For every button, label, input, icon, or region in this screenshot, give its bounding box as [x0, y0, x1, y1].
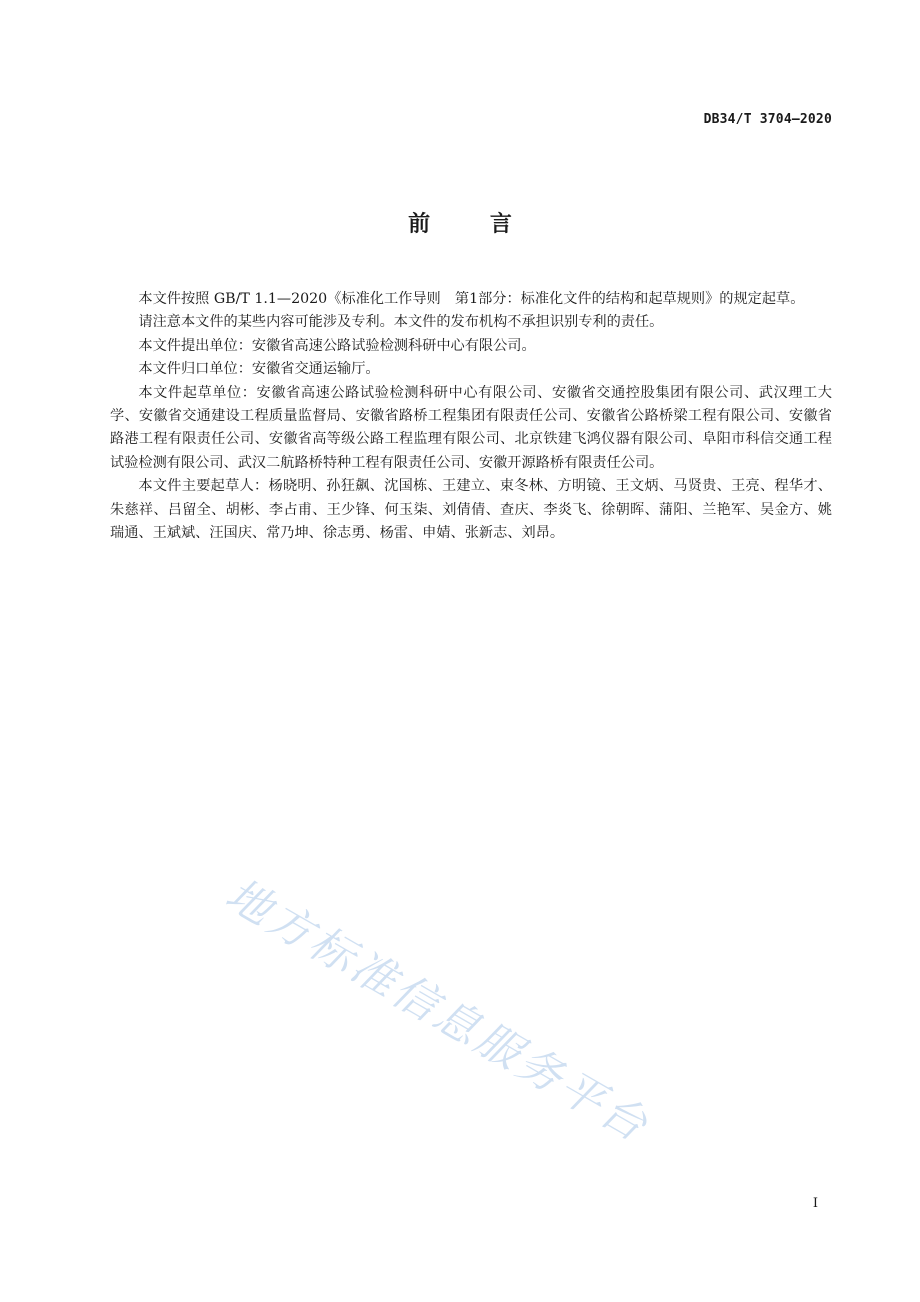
paragraph-responsible-unit: 本文件归口单位：安徽省交通运输厅。: [138, 361, 380, 378]
paragraph-drafting-rules: 本文件按照 GB/T 1.1—2020《标准化工作导则 第1部分：标准化文件的结构和起草规则》的规定起草。: [138, 291, 805, 307]
paragraph-proposing-unit: 本文件提出单位：安徽省高速公路试验检测科研中心有限公司。: [138, 337, 536, 354]
page-title: 前 言: [408, 212, 538, 237]
document-code-header: DB34/T 3704—2020: [703, 112, 832, 127]
paragraph-main-drafters: 本文件主要起草人：杨晓明、孙狂飙、沈国栋、王建立、束冬林、方明镜、王文炳、马贤贵、王亮、程华才、朱慈祥、吕留全、胡彬、李占甫、王少锋、何玉柒、刘倩倩、查庆、李炎飞、徐朝晖、蒲阳、兰艳军、吴金方、姚瑞通、王斌斌、汪国庆、常乃坤、徐志勇、杨雷、申婧、张新志、刘昂。: [110, 478, 832, 542]
watermark-text: 地方标准信息服务平台: [217, 868, 659, 1153]
paragraph-patent-notice: 请注意本文件的某些内容可能涉及专利。本文件的发布机构不承担识别专利的责任。: [138, 314, 664, 331]
paragraph-drafting-units: 本文件起草单位：安徽省高速公路试验检测科研中心有限公司、安徽省交通控股集团有限公司、武汉理工大学、安徽省交通建设工程质量监督局、安徽省路桥工程集团有限责任公司、安徽省公路桥梁工程有限公司、安徽省路港工程有限责任公司、安徽省高等级公路工程监理有限公司、北京铁建飞鸿仪器有限公司、阜阳市科信交通工程试验检测有限公司、武汉二航路桥特种工程有限责任公司、安徽开源路桥有限责任公司。: [110, 384, 832, 471]
page-number: I: [812, 1196, 818, 1211]
foreword-body: [110, 288, 832, 545]
